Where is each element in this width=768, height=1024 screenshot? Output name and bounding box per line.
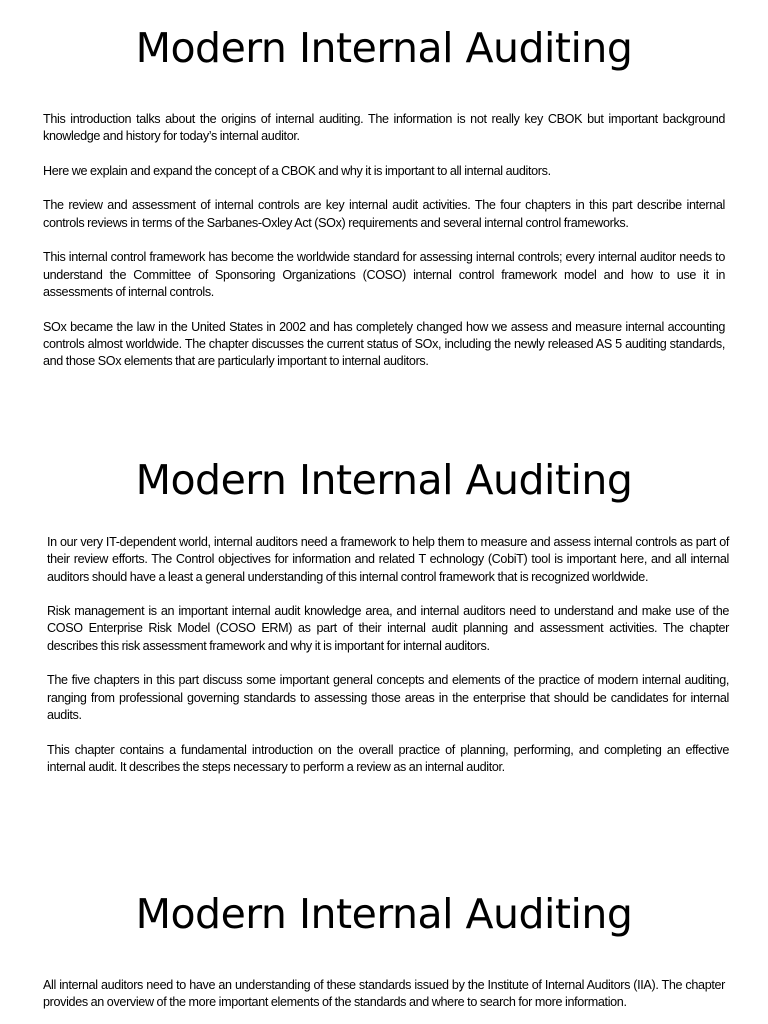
paragraph: This chapter contains a fundamental introduction on the overall practice of planning, performing, and completing an effective internal audit. It describes the steps necessary to perform a review as an internal auditor.	[47, 742, 729, 774]
paragraph: All internal auditors need to have an understanding of these standards issued by the Institute of Internal Auditors (IIA). The chapter provides an overview of the more important elements of the standards and where to search for more information.	[43, 978, 725, 1010]
paragraph: This introduction talks about the origins of internal auditing. The information is not really key CBOK but important background knowledge and history for today’s internal auditor.	[43, 112, 725, 144]
slide-title: Modern Internal Auditing	[135, 24, 633, 72]
slide-body	[43, 111, 725, 370]
paragraph: This internal control framework has become the worldwide standard for assessing internal controls; every internal auditor needs to understand the Committee of Sponsoring Organizations (COSO) internal control framework model and how to use it in assessments of internal controls.	[43, 250, 725, 299]
paragraph: Risk management is an important internal audit knowledge area, and internal auditors need to understand and make use of the COSO Enterprise Risk Model (COSO ERM) as part of their internal audit planning and assessment activities. The chapter describes this risk assessment framework and why it is important for internal auditors.	[47, 604, 729, 653]
paragraph: The review and assessment of internal controls are key internal audit activities. The four chapters in this part describe internal controls reviews in terms of the Sarbanes-Oxley Act (SOx) requirements and several internal control frameworks.	[43, 198, 725, 230]
slide-title: Modern Internal Auditing	[135, 456, 633, 504]
slide-1	[0, 0, 768, 430]
paragraph: In our very IT-dependent world, internal auditors need a framework to help them to measure and assess internal controls as part of their review efforts. The Control objectives for information and related T echnology (CobiT) tool is important here, and all internal auditors should have a least a general understanding of this internal control framework that is recognized worldwide.	[47, 535, 729, 584]
slide-body	[43, 977, 725, 1012]
paragraph: Here we explain and expand the concept of a CBOK and why it is important to all internal auditors.	[43, 163, 551, 178]
paragraph: SOx became the law in the United States in 2002 and has completely changed how we assess and measure internal accounting controls almost worldwide. The chapter discusses the current status of SOx, including the newly released AS 5 auditing standards, and those SOx elements that are particularly important to internal auditors.	[43, 319, 725, 369]
slide-2	[0, 430, 768, 850]
slide-body	[47, 534, 729, 776]
paragraph: The five chapters in this part discuss some important general concepts and elements of the practice of modern internal auditing, ranging from professional governing standards to assessing those areas in the enterprise that should be candidates for internal audits.	[47, 673, 729, 722]
slide-title: Modern Internal Auditing	[135, 890, 633, 938]
slide-3	[0, 850, 768, 1024]
